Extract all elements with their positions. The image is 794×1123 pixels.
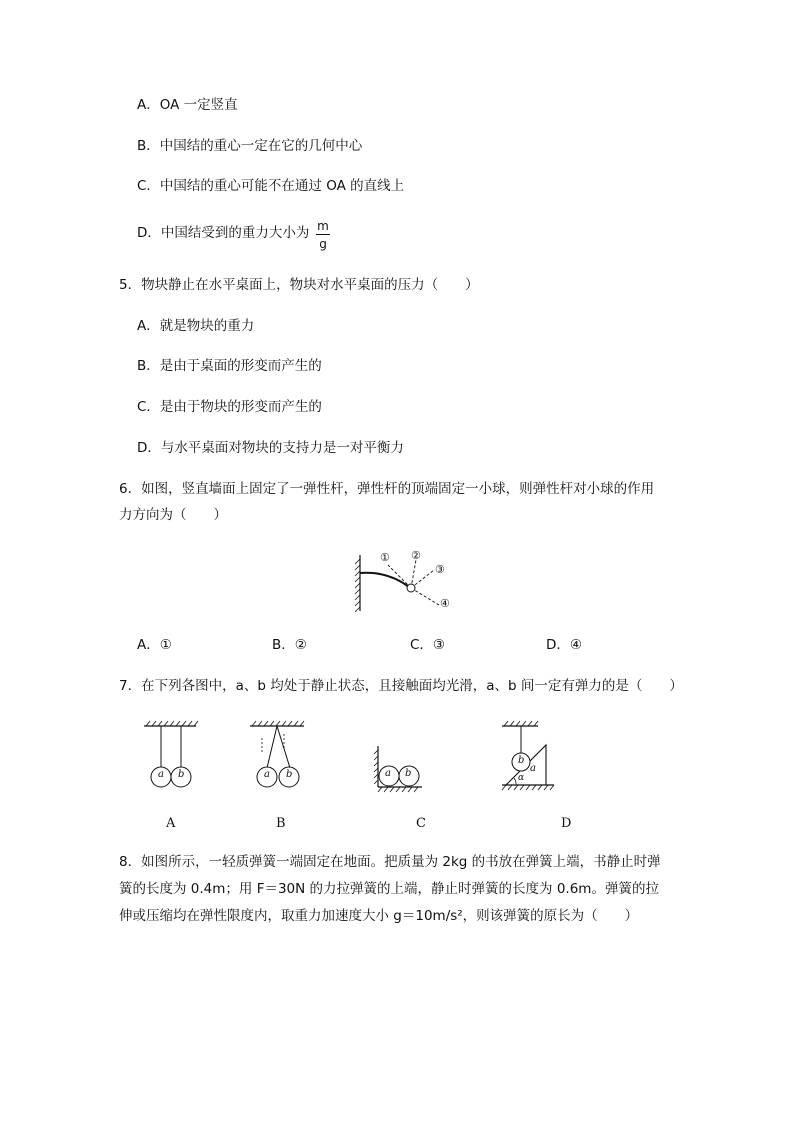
- q7-d-angle-label: α: [518, 773, 525, 783]
- q5-option-b: B．是由于桌面的形变而产生的: [137, 358, 322, 374]
- q7-a-ball-label-a: a: [158, 769, 164, 780]
- q6-stem-line2: 力方向为（ ）: [119, 507, 227, 523]
- q7-d-block-label-a: a: [530, 763, 536, 774]
- q7-caption-d: D: [561, 816, 572, 831]
- q5-option-c: C．是由于物块的形变而产生的: [137, 399, 322, 415]
- q7-figure-a: [140, 718, 200, 793]
- q7-b-ball-label-a: a: [264, 769, 270, 780]
- q6-stem-line1: 6．如图，竖直墙面上固定了一弹性杆，弹性杆的顶端固定一小球，则弹性杆对小球的作用: [119, 481, 655, 497]
- q4-fraction-denominator: g: [319, 237, 327, 251]
- q7-caption-a: A: [166, 816, 176, 831]
- q7-caption-b: B: [276, 816, 286, 831]
- q4-fraction-numerator: m: [317, 219, 329, 233]
- q6-label-2: ②: [411, 549, 421, 562]
- q5-stem: 5．物块静止在水平桌面上，物块对水平桌面的压力（ ）: [119, 277, 479, 293]
- q7-c-ball-label-a: a: [385, 768, 391, 779]
- q6-label-1: ①: [380, 551, 390, 564]
- q4-option-d: D．中国结受到的重力大小为: [137, 225, 310, 241]
- q7-caption-c: C: [416, 816, 426, 831]
- q4-option-b: B．中国结的重心一定在它的几何中心: [137, 138, 363, 154]
- q5-option-a: A．就是物块的重力: [137, 318, 255, 334]
- q7-c-ball-label-b: b: [405, 768, 412, 779]
- q6-option-b: B．②: [272, 637, 307, 653]
- q6-label-4: ④: [440, 597, 450, 610]
- q6-option-a: A．①: [137, 637, 172, 653]
- q8-line2: 簧的长度为 0.4m；用 F＝30N 的力拉弹簧的上端，静止时弹簧的长度为 0.6m。弹簧的拉: [119, 881, 659, 897]
- q7-figure-d: [500, 718, 560, 793]
- q8-line1: 8．如图所示，一轻质弹簧一端固定在地面。把质量为 2kg 的书放在弹簧上端，书静止时弹: [119, 854, 661, 870]
- q7-d-ball-label-b: b: [518, 755, 525, 766]
- q5-option-d: D．与水平桌面对物块的支持力是一对平衡力: [137, 440, 404, 456]
- q7-stem: 7．在下列各图中，a、b 均处于静止状态，且接触面均光滑，a、b 间一定有弹力的是（ ）: [119, 678, 683, 694]
- q6-label-3: ③: [435, 563, 445, 576]
- q7-figure-c: [372, 740, 432, 795]
- q7-figure-b: [248, 718, 308, 793]
- q4-option-a: A．OA 一定竖直: [137, 97, 238, 113]
- q4-option-c: C．中国结的重心可能不在通过 OA 的直线上: [137, 178, 405, 194]
- q7-b-ball-label-b: b: [286, 769, 293, 780]
- q4-fraction-bar: [316, 234, 330, 235]
- q6-option-c: C．③: [410, 637, 446, 653]
- q7-a-ball-label-b: b: [178, 769, 185, 780]
- q8-line3: 伸或压缩均在弹性限度内，取重力加速度大小 g＝10m/s²，则该弹簧的原长为（ ）: [119, 908, 639, 924]
- q6-option-d: D．④: [546, 637, 582, 653]
